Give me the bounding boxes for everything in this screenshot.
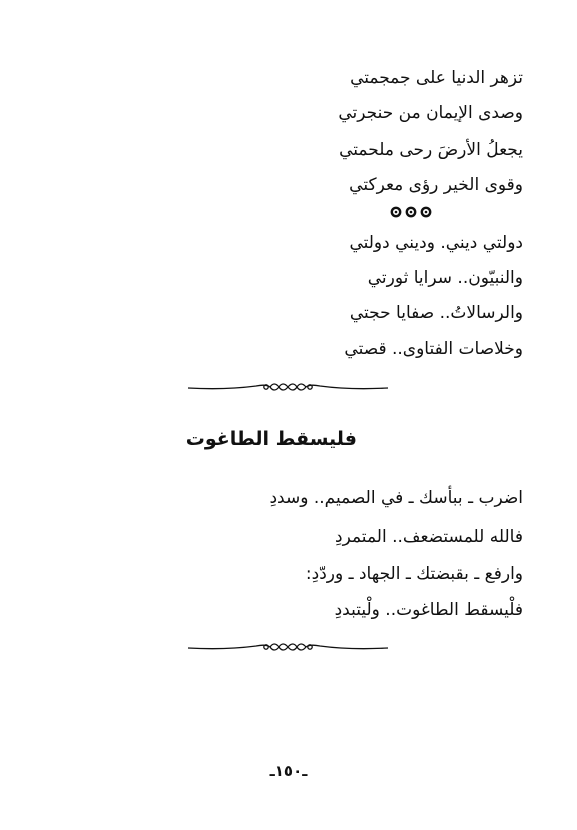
page-number: ـ١٥٠ـ [269,762,308,780]
poem-line-3: يجعلُ الأرضَ رحى ملحمتي [339,140,523,160]
poem-line-7: والرسالاتُ.. صفايا حجتي [349,303,523,323]
section-line-4: فلْيسقط الطاغوت.. ولْيتبددِ [334,600,523,620]
poem-line-6: والنبيّون.. سرايا ثورتي [367,268,523,288]
poem-line-5: دولتي ديني. وديني دولتي [349,233,523,253]
ornament-divider-icon [186,378,390,396]
poem-line-4: وقوى الخير رؤى معركتي [349,175,523,195]
section-line-2: فالله للمستضعف.. المتمردِ [335,527,523,547]
section-title: فليسقط الطاغوت [185,428,357,450]
poem-line-1: تزهر الدنيا على جمجمتي [350,68,523,88]
poem-line-8: وخلاصات الفتاوى.. قصتي [344,339,523,359]
poem-line-2: وصدى الإيمان من حنجرتي [338,103,523,123]
stanza-separator-icon [389,204,433,220]
section-line-3: وارفع ـ بقبضتك ـ الجهاد ـ وردّدِ: [305,564,523,584]
section-line-1: اضرب ـ ببأسك ـ في الصميم.. وسددِ [269,488,523,508]
ornament-divider-icon [186,638,390,656]
